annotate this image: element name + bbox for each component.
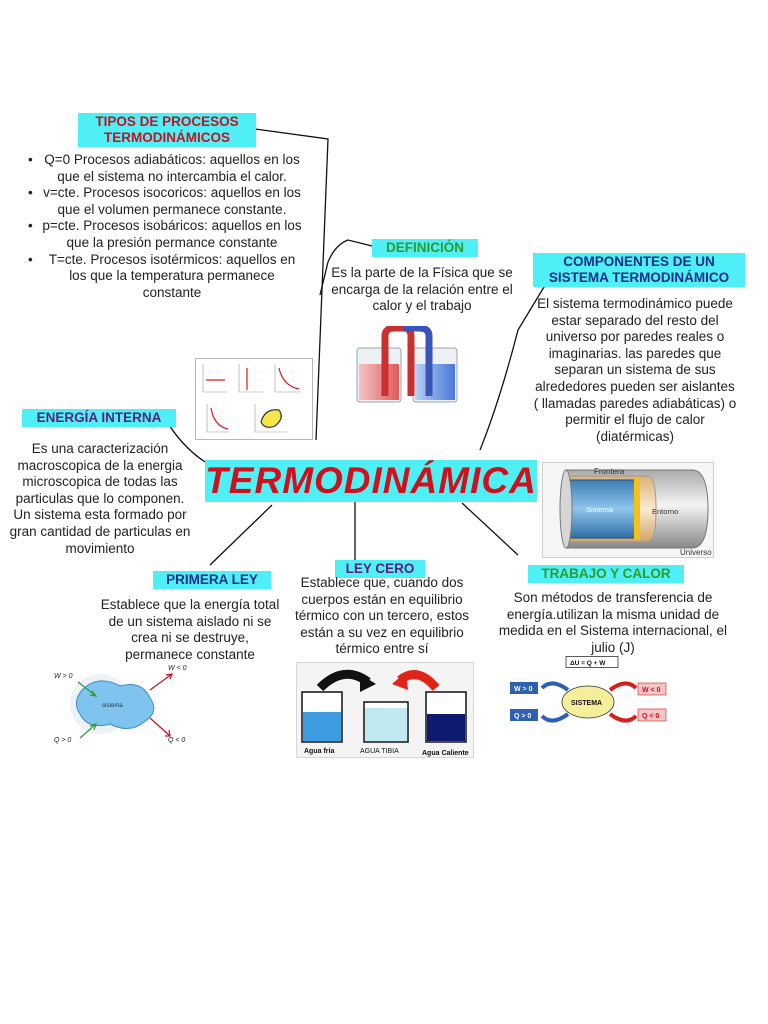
primera-text: Establece que la energía total de un sistema aislado ni se crea ni se destruye, permanece constante (100, 597, 280, 662)
sistema-label: sistema (102, 703, 123, 709)
definicion-text: Es la parte de la Física que se encarga de la relación entre el calor y el trabajo (331, 265, 513, 314)
agua-fria-label: Agua fría (304, 748, 335, 755)
list-item: • T=cte. Procesos isotérmicos: aquellos en los que la temperatura permanece constante (24, 252, 302, 302)
ley-cero-title: LEY CERO (335, 560, 425, 578)
frontera-label: Frontera (594, 467, 625, 476)
sistema-label: Sistema (586, 505, 614, 514)
q-out-label: Q < 0 (168, 737, 186, 744)
q-in-label: Q > 0 (54, 737, 72, 744)
w-in-label: W > 0 (54, 673, 73, 680)
q-pos-label: Q > 0 (514, 713, 532, 720)
entorno-label: Entorno (652, 507, 679, 516)
agua-caliente-label: Agua Caliente (422, 750, 469, 757)
zeroth-law-image (296, 662, 474, 758)
definicion-title: DEFINICIÓN (372, 239, 478, 257)
w-out-label: W < 0 (168, 665, 187, 672)
ley-cero-text: Establece que, cuando dos cuerpos están en equilibrio térmico con un tercero, estos están a su vez en equilibrio térmico entre sí (294, 575, 470, 657)
componentes-text: El sistema termodinámico puede estar separado del resto del universo por paredes reales o imaginarias. las paredes que separan un sistema de sus alrededores pueden ser aislantes ( llamadas paredes adiabáticas) o permitir el flujo de calor (diatérmicas) (533, 296, 737, 444)
list-item: • Q=0 Procesos adiabáticos: aquellos en los que el sistema no intercambia el calor. (24, 152, 302, 185)
work-heat-image (508, 656, 670, 728)
tipos-title: TIPOS DE PROCESOS TERMODINÁMICOS (78, 113, 256, 147)
q-neg-label: Q < 0 (642, 713, 660, 720)
formula-label: ΔU = Q + W (570, 660, 606, 667)
primera-title: PRIMERA LEY (153, 571, 271, 589)
energia-text: Es una caracterización macroscopica de la energia microscopica de todas las particulas que lo componen. Un sistema esta formado por gran cantidad de particulas en movimiento (9, 441, 191, 556)
main-title: TERMODINÁMICA (205, 460, 537, 501)
process-plots-image (195, 358, 313, 440)
energia-title: ENERGÍA INTERNA (22, 409, 176, 427)
list-item: • p=cte. Procesos isobáricos: aquellos en los que la presión permance constante (24, 218, 302, 251)
tipos-list (24, 152, 302, 301)
componentes-title: COMPONENTES DE UN SISTEMA TERMODINÁMICO (533, 253, 745, 287)
trabajo-text: Son métodos de transferencia de energía.utilizan la misma unidad de medida en el Sistema internacional, el julio (J) (498, 590, 728, 655)
universo-label: Universo (680, 548, 712, 557)
trabajo-title: TRABAJO Y CALOR (528, 565, 684, 583)
w-pos-label: W > 0 (514, 686, 533, 693)
agua-tibia-label: AGUA TIBIA (360, 748, 399, 755)
system-diagram-image (542, 462, 714, 558)
sistema-label: SISTEMA (571, 700, 603, 707)
beakers-image (353, 326, 463, 404)
w-neg-label: W < 0 (642, 687, 661, 694)
list-item: • v=cte. Procesos isocoricos: aquellos en los que el volumen permanece constante. (24, 185, 302, 218)
first-law-image (50, 662, 200, 746)
